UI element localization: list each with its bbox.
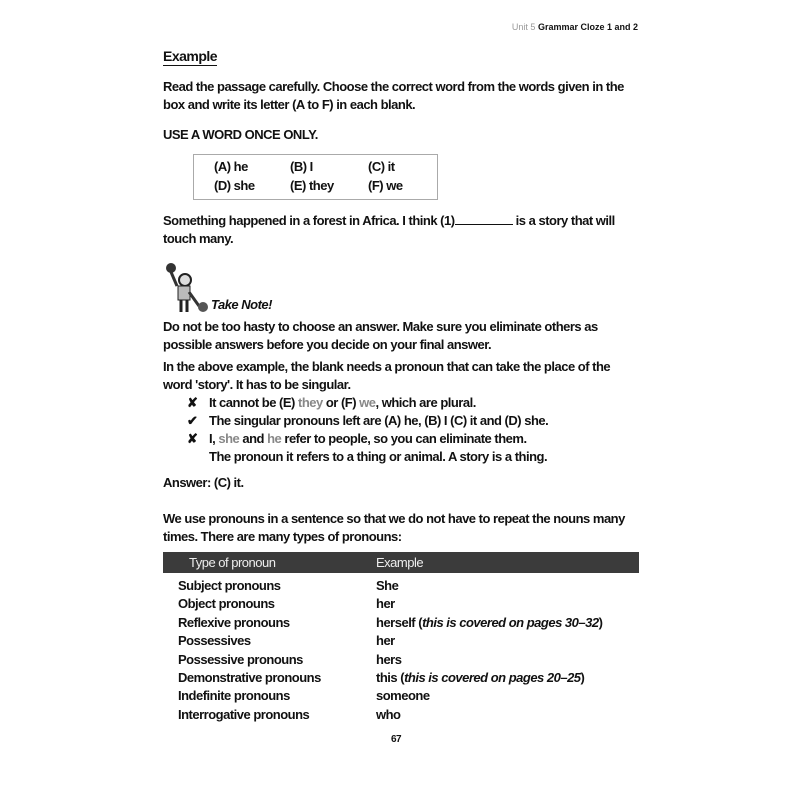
word-option: (E) they — [290, 178, 334, 193]
word-box — [193, 154, 438, 200]
pronoun-type: Interrogative pronouns — [178, 706, 310, 722]
pronoun-example: her — [376, 596, 395, 612]
pronoun-type: Possessive pronouns — [178, 651, 303, 667]
table-row — [178, 577, 639, 595]
mascot-icon — [163, 262, 209, 314]
bullet-item: ✔ The singular pronouns left are (A) he, (B) I (C) it and (D) she. — [187, 413, 549, 428]
pronoun-type: Reflexive pronouns — [178, 614, 290, 630]
page-number: 67 — [390, 734, 402, 746]
pronoun-example: this (this is covered on pages 20–25) — [376, 670, 585, 686]
table-header — [163, 552, 639, 573]
pronoun-example: She — [376, 578, 399, 593]
cross-icon: ✘ — [187, 431, 198, 446]
pronoun-type: Subject pronouns — [178, 578, 281, 593]
pronoun-example: who — [376, 706, 401, 722]
pronoun-table-body — [163, 577, 639, 724]
table-row — [178, 632, 639, 650]
check-icon: ✔ — [187, 413, 198, 428]
example-heading: Example — [163, 48, 218, 64]
column-header: Example — [376, 555, 424, 570]
page-content — [163, 48, 639, 745]
take-note-header — [163, 262, 639, 314]
table-row — [178, 669, 639, 687]
answer: Answer: (C) it. — [163, 475, 244, 490]
pronoun-example: herself (this is covered on pages 30–32) — [376, 614, 603, 630]
word-option: (F) we — [368, 178, 403, 193]
bullet-item: ✘ I, she and he refer to people, so you can eliminate them. — [187, 431, 527, 446]
table-row — [178, 706, 639, 724]
take-note-heading: Take Note! — [211, 297, 272, 312]
use-once-note: USE A WORD ONCE ONLY. — [163, 127, 318, 142]
answer-blank — [455, 224, 513, 225]
pronoun-type: Object pronouns — [178, 596, 275, 612]
column-header: Type of pronoun — [189, 555, 276, 570]
pronoun-example: hers — [376, 651, 402, 667]
cross-icon: ✘ — [187, 395, 198, 410]
passage: Something happened in a forest in Africa. I think (1) is a story that will touch many. — [163, 213, 615, 246]
pronoun-type: Indefinite pronouns — [178, 688, 290, 704]
table-row — [178, 595, 639, 613]
word-option: (C) it — [368, 159, 395, 174]
table-row — [178, 687, 639, 705]
pronoun-intro: We use pronouns in a sentence so that we do not have to repeat the nouns many times. There are many types of pronouns: — [163, 511, 625, 544]
pronoun-type: Demonstrative pronouns — [178, 670, 321, 686]
word-option: (B) I — [290, 159, 313, 174]
table-row — [178, 614, 639, 632]
word-option: (D) she — [214, 178, 255, 193]
instructions: Read the passage carefully. Choose the correct word from the words given in the box and write its letter (A to F) in each blank. — [163, 79, 624, 112]
pronoun-type: Possessives — [178, 633, 251, 649]
bullet-item: ✘ It cannot be (E) they or (F) we, which are plural. — [187, 395, 476, 410]
running-header: Unit 5 Grammar Cloze 1 and 2 — [511, 22, 638, 32]
bullet-continuation: The pronoun it refers to a thing or animal. A story is a thing. — [209, 449, 548, 464]
explanation: In the above example, the blank needs a pronoun that can take the place of the word 'story'. It has to be singular. — [163, 359, 611, 392]
note-text: Do not be too hasty to choose an answer. Make sure you eliminate others as possible answers before you decide on your final answer. — [163, 319, 598, 352]
word-option: (A) he — [214, 159, 248, 174]
table-row — [178, 651, 639, 669]
pronoun-example: someone — [376, 688, 430, 704]
pronoun-example: her — [376, 633, 395, 649]
